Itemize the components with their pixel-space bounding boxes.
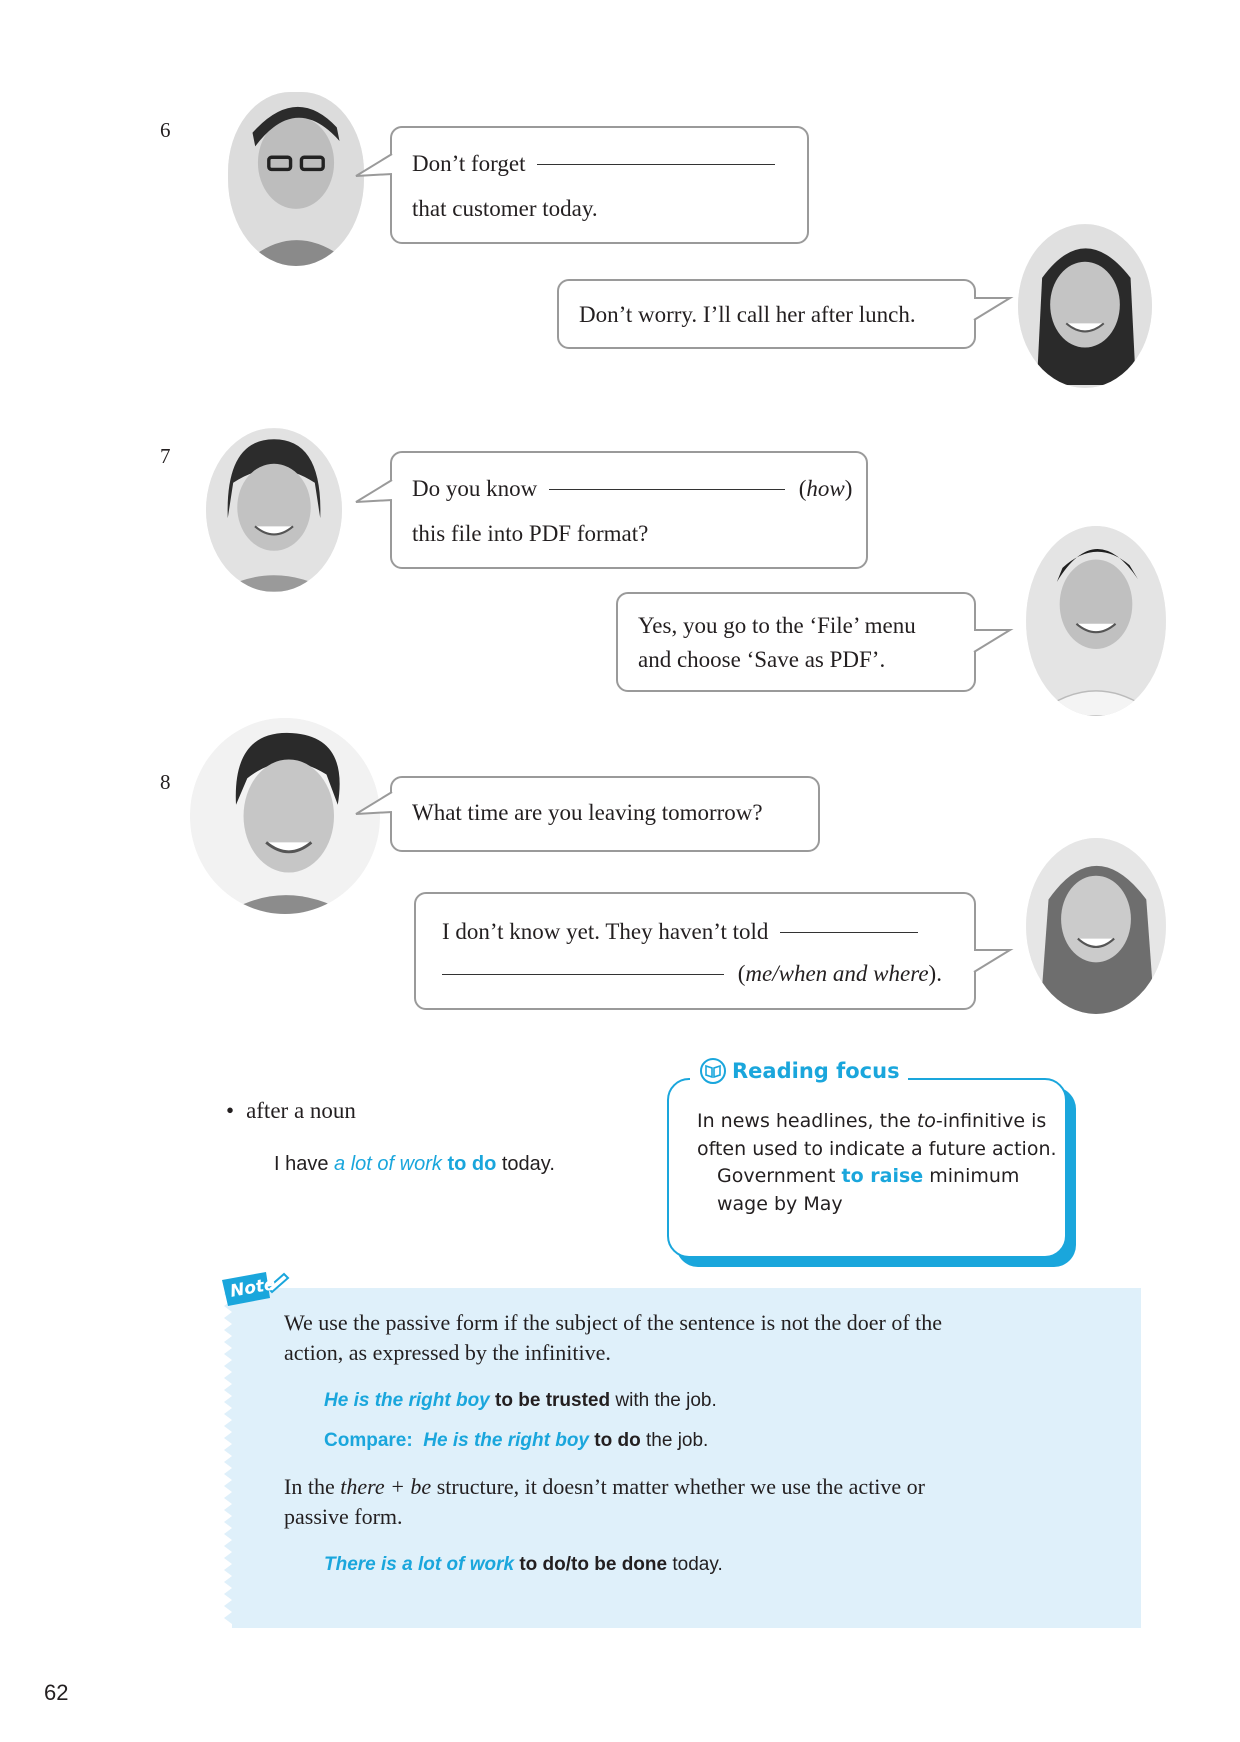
- hint-bracket: (: [798, 476, 807, 501]
- question-number: 7: [160, 444, 171, 468]
- bubble-text: Yes, you go to the ‘File’ menu: [638, 613, 916, 638]
- avatar: [1026, 838, 1166, 1014]
- reading-focus-box: [667, 1078, 1067, 1258]
- hint-text: me/when and where: [745, 961, 929, 986]
- avatar: [1026, 526, 1166, 716]
- avatar: [228, 92, 364, 266]
- bubble-text: Do you know: [412, 476, 538, 501]
- bubble-text: What time are you leaving tomorrow?: [412, 800, 763, 825]
- avatar: [190, 718, 380, 914]
- usage-bullet: [226, 1098, 356, 1124]
- speech-bubble: [414, 892, 976, 1010]
- hint-bracket: ).: [928, 961, 942, 986]
- reading-focus-text: often used to indicate a future action.: [697, 1137, 1057, 1160]
- reading-focus-example: wage by May: [717, 1192, 843, 1215]
- reading-focus-example: Government to raise minimum: [717, 1165, 1020, 1188]
- answer-blank[interactable]: [780, 931, 918, 933]
- note-paragraph: In the there + be structure, it doesn’t matter whether we use the active or passive form.: [284, 1474, 926, 1529]
- book-icon: [698, 1058, 728, 1084]
- speech-bubble: [390, 776, 820, 852]
- bullet-text: after a noun: [246, 1098, 356, 1123]
- example-text: today.: [501, 1153, 555, 1175]
- reading-focus-header: [690, 1058, 908, 1084]
- answer-blank[interactable]: [537, 163, 775, 165]
- example-phrase: a lot of work: [334, 1153, 442, 1175]
- reading-focus-title: Reading focus: [732, 1059, 900, 1083]
- note-example: There is a lot of work to do/to be done today.: [324, 1554, 723, 1575]
- example-text: I have: [274, 1153, 329, 1175]
- answer-blank[interactable]: [442, 973, 724, 975]
- bubble-tail: [972, 626, 1012, 656]
- bubble-tail: [972, 294, 1012, 324]
- answer-blank[interactable]: [549, 488, 785, 490]
- note-paragraph: We use the passive form if the subject of the sentence is not the doer of the action, as expressed by the infinitive.: [284, 1310, 943, 1365]
- speech-bubble: [390, 126, 809, 244]
- note-badge: [220, 1270, 290, 1310]
- bubble-tail: [354, 478, 394, 508]
- hint-text: how: [806, 476, 845, 501]
- speech-bubble: [557, 279, 976, 349]
- speech-bubble: [390, 451, 868, 569]
- usage-example: [274, 1153, 555, 1176]
- note-example: He is the right boy to be trusted with the job.: [324, 1390, 717, 1411]
- avatar: [1018, 224, 1152, 388]
- note-badge-label: Note: [228, 1274, 277, 1302]
- hint-bracket: (: [737, 961, 746, 986]
- bubble-tail: [354, 790, 394, 820]
- question-number: 6: [160, 118, 171, 142]
- bubble-text: I don’t know yet. They haven’t told: [442, 919, 769, 944]
- bubble-text: Don’t worry. I’ll call her after lunch.: [579, 302, 916, 327]
- bubble-text: this file into PDF format?: [412, 521, 649, 546]
- example-verb: to do: [447, 1153, 497, 1175]
- reading-focus-text: In news headlines, the to-infinitive is: [697, 1110, 1047, 1132]
- hint-bracket: ): [844, 476, 853, 501]
- note-box: [232, 1288, 1141, 1628]
- speech-bubble: [616, 592, 976, 692]
- bubble-text: that customer today.: [412, 196, 598, 221]
- bullet-dot-icon: •: [226, 1098, 235, 1123]
- page-number: 62: [44, 1680, 69, 1705]
- avatar: [206, 428, 342, 592]
- bubble-text: Don’t forget: [412, 151, 526, 176]
- bubble-tail: [354, 152, 394, 182]
- bubble-tail: [972, 946, 1012, 976]
- question-number: 8: [160, 770, 171, 794]
- note-example: Compare: He is the right boy to do the job.: [324, 1430, 709, 1451]
- bubble-text: and choose ‘Save as PDF’.: [638, 647, 886, 672]
- note-zigzag-edge: [224, 1288, 234, 1628]
